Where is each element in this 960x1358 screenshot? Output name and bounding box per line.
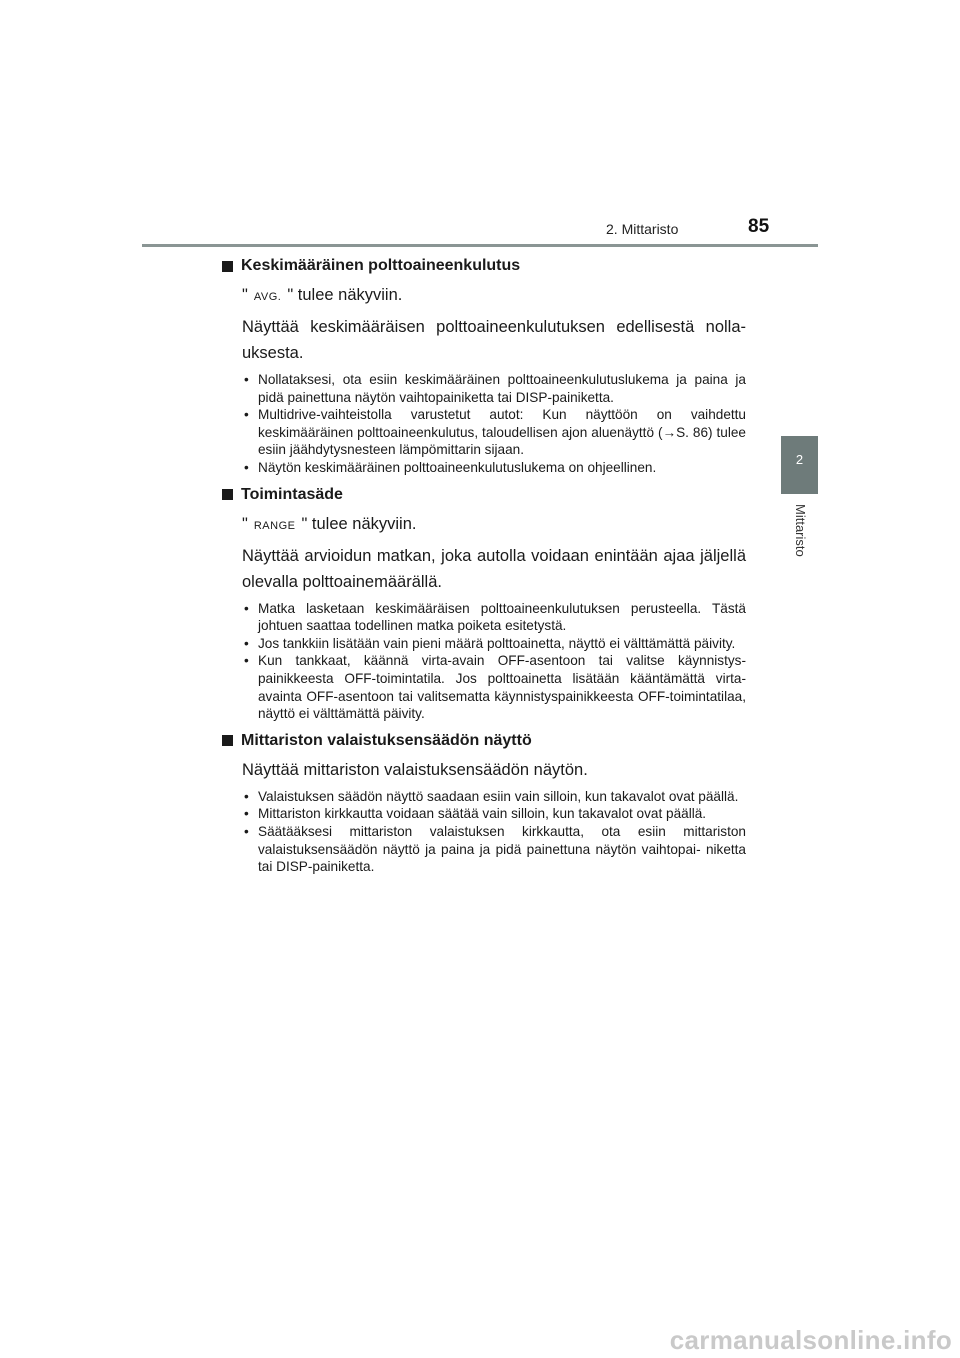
list-item: • Nollataksesi, ota esiin keskimääräinen polttoaineenkulutuslukema ja paina ja pidä painettuna näytön vaihtopainiketta tai DISP-painiketta. bbox=[242, 371, 746, 406]
list-item: • Valaistuksen säädön näyttö saadaan esiin vain silloin, kun takavalot ovat päällä. bbox=[242, 788, 746, 806]
section-heading bbox=[222, 254, 746, 278]
section-paragraph: Näyttää arvioidun matkan, joka autolla voidaan enintään ajaa jäljellä olevalla polttoainemäärällä. bbox=[242, 546, 746, 591]
chapter-tab-number: 2 bbox=[795, 452, 804, 467]
chapter-tab bbox=[781, 436, 818, 494]
section-illumination bbox=[222, 729, 746, 876]
list-item: • Matka lasketaan keskimääräisen polttoaineenkulutuksen perusteella. Tästä johtuen saattaa todellinen matka poiketa esitetystä. bbox=[242, 600, 746, 635]
section-paragraph: Näyttää keskimääräisen polttoaineenkulutuksen edellisestä nolla- uksesta. bbox=[242, 318, 746, 362]
watermark-link[interactable]: carmanualsonline.info bbox=[669, 1325, 952, 1355]
bullet-list bbox=[242, 788, 746, 876]
section-heading-text: Mittariston valaistuksensäädön näyttö bbox=[241, 731, 532, 749]
bullet-list bbox=[242, 600, 746, 723]
header-section-title: 2. Mittaristo bbox=[606, 221, 679, 237]
section-heading bbox=[222, 483, 746, 507]
page-content bbox=[222, 252, 746, 882]
section-heading-text: Toimintasäde bbox=[241, 485, 343, 503]
section-heading bbox=[222, 729, 746, 753]
section-range bbox=[222, 483, 746, 723]
square-bullet-icon bbox=[222, 261, 233, 272]
quote-open: " bbox=[242, 286, 248, 304]
display-indicator-line bbox=[242, 282, 746, 310]
section-paragraph: Näyttää mittariston valaistuksensäädön näytön. bbox=[242, 760, 588, 779]
square-bullet-icon bbox=[222, 735, 233, 746]
section-average-fuel bbox=[222, 254, 746, 477]
section-heading-text: Keskimääräinen polttoaineenkulutus bbox=[241, 257, 521, 274]
display-line-tail: " tulee näkyviin. bbox=[301, 514, 417, 533]
square-bullet-icon bbox=[222, 489, 233, 500]
list-item: • Mittariston kirkkautta voidaan säätää vain silloin, kun takavalot ovat päällä. bbox=[242, 805, 746, 823]
list-item: • Kun tankkaat, käännä virta-avain OFF-asentoon tai valitse käynnistys- painikkeesta OFF-toimintatila. Jos polttoainetta lisätään kääntämättä virta-avainta OFF-asentoon tai valitsematta käynnistyspainikkeesta OFF-toimintatilaa, näyttö ei välttämättä päivity. bbox=[242, 652, 746, 722]
list-item: • Näytön keskimääräinen polttoaineenkulutuslukema on ohjeellinen. bbox=[242, 459, 746, 477]
quote-open: " bbox=[242, 514, 248, 533]
header-divider bbox=[142, 244, 818, 247]
chapter-tab-label: Mittaristo bbox=[793, 504, 808, 557]
page-number: 85 bbox=[748, 216, 770, 237]
list-item: • Multidrive-vaihteistolla varustetut autot: Kun näyttöön on vaihdettu keskimääräinen polttoaineenkulutus, taloudellisen ajon aluenäyttö (→S. 86) tulee esiin jäähdytysnesteen lämpömittarin sijaan. bbox=[242, 406, 746, 459]
display-word-range: RANGE bbox=[253, 519, 296, 532]
list-item: • Jos tankkiin lisätään vain pieni määrä polttoainetta, näyttö ei välttämättä päivity. bbox=[242, 635, 746, 653]
list-item: • Säätääksesi mittariston valaistuksen kirkkautta, ota esiin mittariston valaistuksensäädön näyttö ja paina ja pidä painettuna näytön vaihtopai- niketta tai DISP-painiketta. bbox=[242, 823, 746, 876]
display-line-tail: " tulee näkyviin. bbox=[287, 286, 403, 304]
display-word-avg: AVG. bbox=[253, 291, 282, 303]
display-indicator-line bbox=[242, 511, 746, 539]
bullet-list bbox=[242, 371, 746, 477]
